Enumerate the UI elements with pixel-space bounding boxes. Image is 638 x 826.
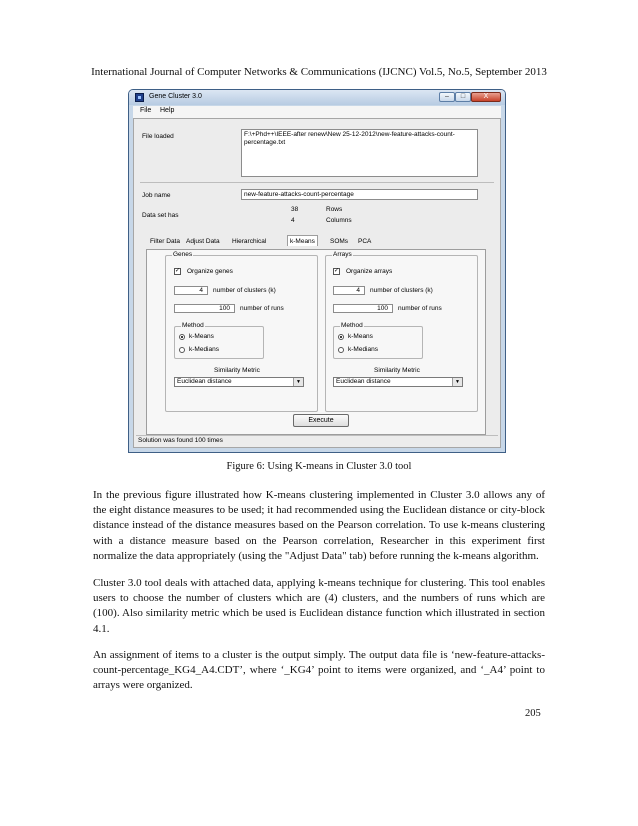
app-icon — [135, 93, 144, 102]
genes-runs-input[interactable]: 100 — [174, 304, 235, 313]
arrays-group-title: Arrays — [333, 251, 352, 258]
minimize-button[interactable]: – — [439, 92, 455, 102]
genes-metric-value: Euclidean distance — [177, 378, 232, 385]
arrays-runs-label: number of runs — [398, 305, 442, 312]
arrays-kmedians-label: k-Medians — [348, 346, 378, 353]
chevron-down-icon[interactable]: ▼ — [452, 378, 462, 386]
k-means-panel — [146, 249, 486, 435]
arrays-kmedians-radio[interactable] — [338, 347, 344, 353]
organize-arrays-label: Organize arrays — [346, 268, 393, 275]
genes-clusters-input[interactable]: 4 — [174, 286, 208, 295]
menu-file[interactable]: File — [140, 107, 152, 114]
status-bar: Solution was found 100 times — [136, 435, 498, 445]
organize-genes-label: Organize genes — [187, 268, 233, 275]
genes-clusters-label: number of clusters (k) — [213, 287, 276, 294]
tab-filter-data[interactable]: Filter Data — [150, 238, 180, 245]
arrays-kmeans-label: k-Means — [348, 333, 373, 340]
columns-label: Columns — [326, 217, 352, 224]
file-loaded-label: File loaded — [142, 133, 174, 140]
tab-hierarchical[interactable]: Hierarchical — [232, 238, 267, 245]
genes-metric-label: Similarity Metric — [214, 367, 260, 374]
close-button[interactable]: X — [471, 92, 501, 102]
data-set-label: Data set has — [142, 212, 179, 219]
journal-header: International Journal of Computer Networks & Communications (IJCNC) Vol.5, No.5, September 2013 — [91, 66, 547, 78]
arrays-runs-input[interactable]: 100 — [333, 304, 393, 313]
menu-help[interactable]: Help — [160, 107, 175, 114]
page-number: 205 — [525, 708, 541, 719]
genes-kmeans-radio[interactable] — [179, 334, 185, 340]
divider — [140, 182, 494, 183]
genes-kmeans-label: k-Means — [189, 333, 214, 340]
genes-kmedians-label: k-Medians — [189, 346, 219, 353]
genes-metric-select[interactable] — [174, 377, 304, 387]
arrays-method-group — [333, 322, 423, 359]
columns-count: 4 — [291, 217, 295, 224]
figure-caption: Figure 6: Using K-means in Cluster 3.0 tool — [226, 461, 412, 472]
window-client-area — [133, 118, 501, 448]
tab-adjust-data[interactable]: Adjust Data — [186, 238, 220, 245]
menu-bar — [133, 106, 501, 118]
rows-label: Rows — [326, 206, 343, 213]
rows-count: 38 — [291, 206, 299, 213]
job-name-input[interactable]: new-feature-attacks-count-percentage — [241, 189, 478, 200]
window-title: Gene Cluster 3.0 — [149, 93, 202, 100]
job-name-label: Job name — [142, 192, 171, 199]
arrays-clusters-label: number of clusters (k) — [370, 287, 433, 294]
maximize-button[interactable]: □ — [455, 92, 471, 102]
paragraph-3: An assignment of items to a cluster is the output simply. The output data file is ‘new-feature-attacks-count-percentage_KG4_A4.CDT’, where ‘_KG4’ point to items were organized, and ‘_A4’ point to arrays were organized. — [93, 649, 545, 692]
genes-kmedians-radio[interactable] — [179, 347, 185, 353]
execute-button[interactable]: Execute — [293, 414, 349, 427]
paragraph-2: Cluster 3.0 tool deals with attached data, applying k-means technique for clustering. This tool enables users to choose the number of clusters which are (4) clusters, and the numbers of runs which are (100). Also similarity metric which be used is Euclidean distance function which illustrated in section 4.1. — [93, 577, 545, 635]
organize-arrays-checkbox[interactable]: ✓ — [334, 268, 340, 274]
file-loaded-field[interactable]: F:\+Phd++\IEEE-after renew\New 25-12-2012\new-feature-attacks-count-percentage.txt — [241, 129, 478, 177]
paragraph-1: In the previous figure illustrated how K-means clustering implemented in Cluster 3.0 allows any of the eight distance measures to be used; it had recommended using the Euclidean distance or city-block distance instead of the distance measures based on the Pearson correlation. To use k-means clustering with a distance measure based on the Pearson correlation, Researcher in this experiment first normalize the data appropriately (using the "Adjust Data" tab) before running the k-means algorithm. — [93, 489, 545, 562]
arrays-group — [325, 251, 478, 412]
arrays-metric-value: Euclidean distance — [336, 378, 391, 385]
chevron-down-icon[interactable]: ▼ — [293, 378, 303, 386]
genes-method-title: Method — [182, 322, 204, 329]
genes-runs-label: number of runs — [240, 305, 284, 312]
arrays-method-title: Method — [341, 322, 363, 329]
genes-method-group — [174, 322, 264, 359]
organize-genes-checkbox[interactable]: ✓ — [175, 268, 181, 274]
genes-group-title: Genes — [173, 251, 193, 258]
arrays-clusters-input[interactable]: 4 — [333, 286, 365, 295]
arrays-metric-label: Similarity Metric — [374, 367, 420, 374]
tab-soms[interactable]: SOMs — [330, 238, 349, 245]
arrays-metric-select[interactable] — [333, 377, 463, 387]
tab-k-means[interactable]: k-Means — [287, 235, 318, 246]
genes-group — [165, 251, 318, 412]
title-bar — [129, 90, 505, 105]
tab-pca[interactable]: PCA — [358, 238, 372, 245]
gene-cluster-window — [128, 89, 506, 453]
arrays-kmeans-radio[interactable] — [338, 334, 344, 340]
